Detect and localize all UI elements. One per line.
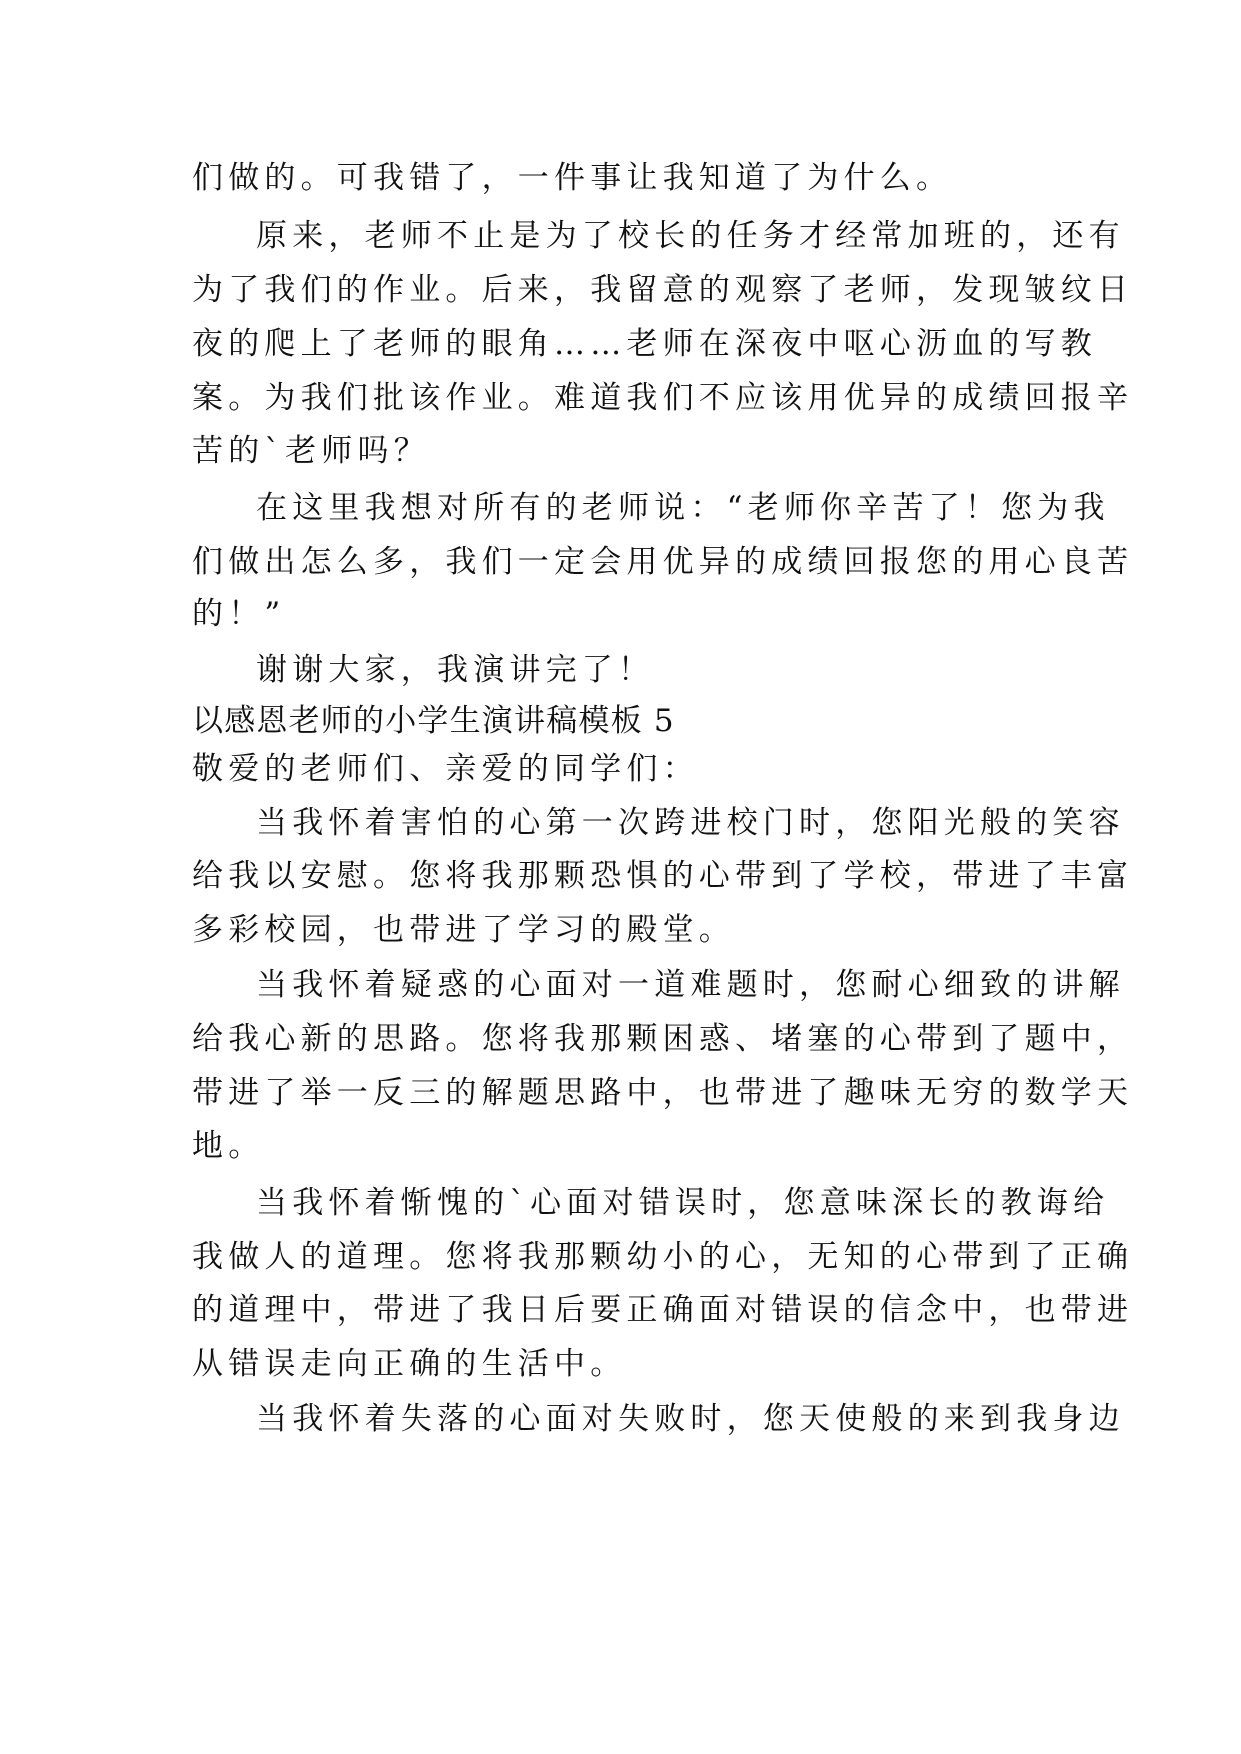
paragraph-line: 我做人的道理。您将我那颗幼小的心，无知的心带到了正确 [192,1239,1134,1275]
paragraph-line: 夜的爬上了老师的眼角……老师在深夜中呕心沥血的写教 [192,326,1097,362]
paragraph-line: 苦的`老师吗？ [192,433,430,469]
section-title: 以感恩老师的小学生演讲稿模板 5 [192,703,675,739]
paragraph-line: 们做的。可我错了，一件事让我知道了为什么。 [192,160,953,196]
paragraph-line: 给我以安慰。您将我那颗恐惧的心带到了学校，带进了丰富 [192,858,1134,894]
paragraph-line: 案。为我们批该作业。难道我们不应该用优异的成绩回报辛 [192,380,1134,416]
paragraph-line: 地。 [192,1128,265,1164]
salutation: 敬爱的老师们、亲爱的同学们： [192,751,699,787]
paragraph-line: 在这里我想对所有的老师说：“老师你辛苦了！您为我 [256,490,1110,526]
paragraph-line: 当我怀着失落的心面对失败时，您天使般的来到我身边 [256,1401,1125,1437]
paragraph-line: 带进了举一反三的解题思路中，也带进了趣味无穷的数学天 [192,1075,1134,1111]
paragraph-line: 当我怀着疑惑的心面对一道难题时，您耐心细致的讲解 [256,967,1125,1003]
paragraph-line: 原来，老师不止是为了校长的任务才经常加班的，还有 [256,218,1125,254]
paragraph-line: 们做出怎么多，我们一定会用优异的成绩回报您的用心良苦 [192,544,1134,580]
paragraph-line: 的！” [192,596,286,632]
paragraph-line: 给我心新的思路。您将我那颗困惑、堵塞的心带到了题中， [192,1021,1134,1057]
paragraph-line: 多彩校园，也带进了学习的殿堂。 [192,912,735,948]
paragraph-line: 当我怀着惭愧的`心面对错误时，您意味深长的教诲给 [256,1185,1110,1221]
paragraph-line: 为了我们的作业。后来，我留意的观察了老师，发现皱纹日 [192,272,1134,308]
paragraph-line: 的道理中，带进了我日后要正确面对错误的信念中，也带进 [192,1292,1134,1328]
paragraph-line: 从错误走向正确的生活中。 [192,1346,627,1382]
paragraph-line: 谢谢大家，我演讲完了！ [256,652,655,688]
paragraph-line: 当我怀着害怕的心第一次跨进校门时，您阳光般的笑容 [256,805,1125,841]
